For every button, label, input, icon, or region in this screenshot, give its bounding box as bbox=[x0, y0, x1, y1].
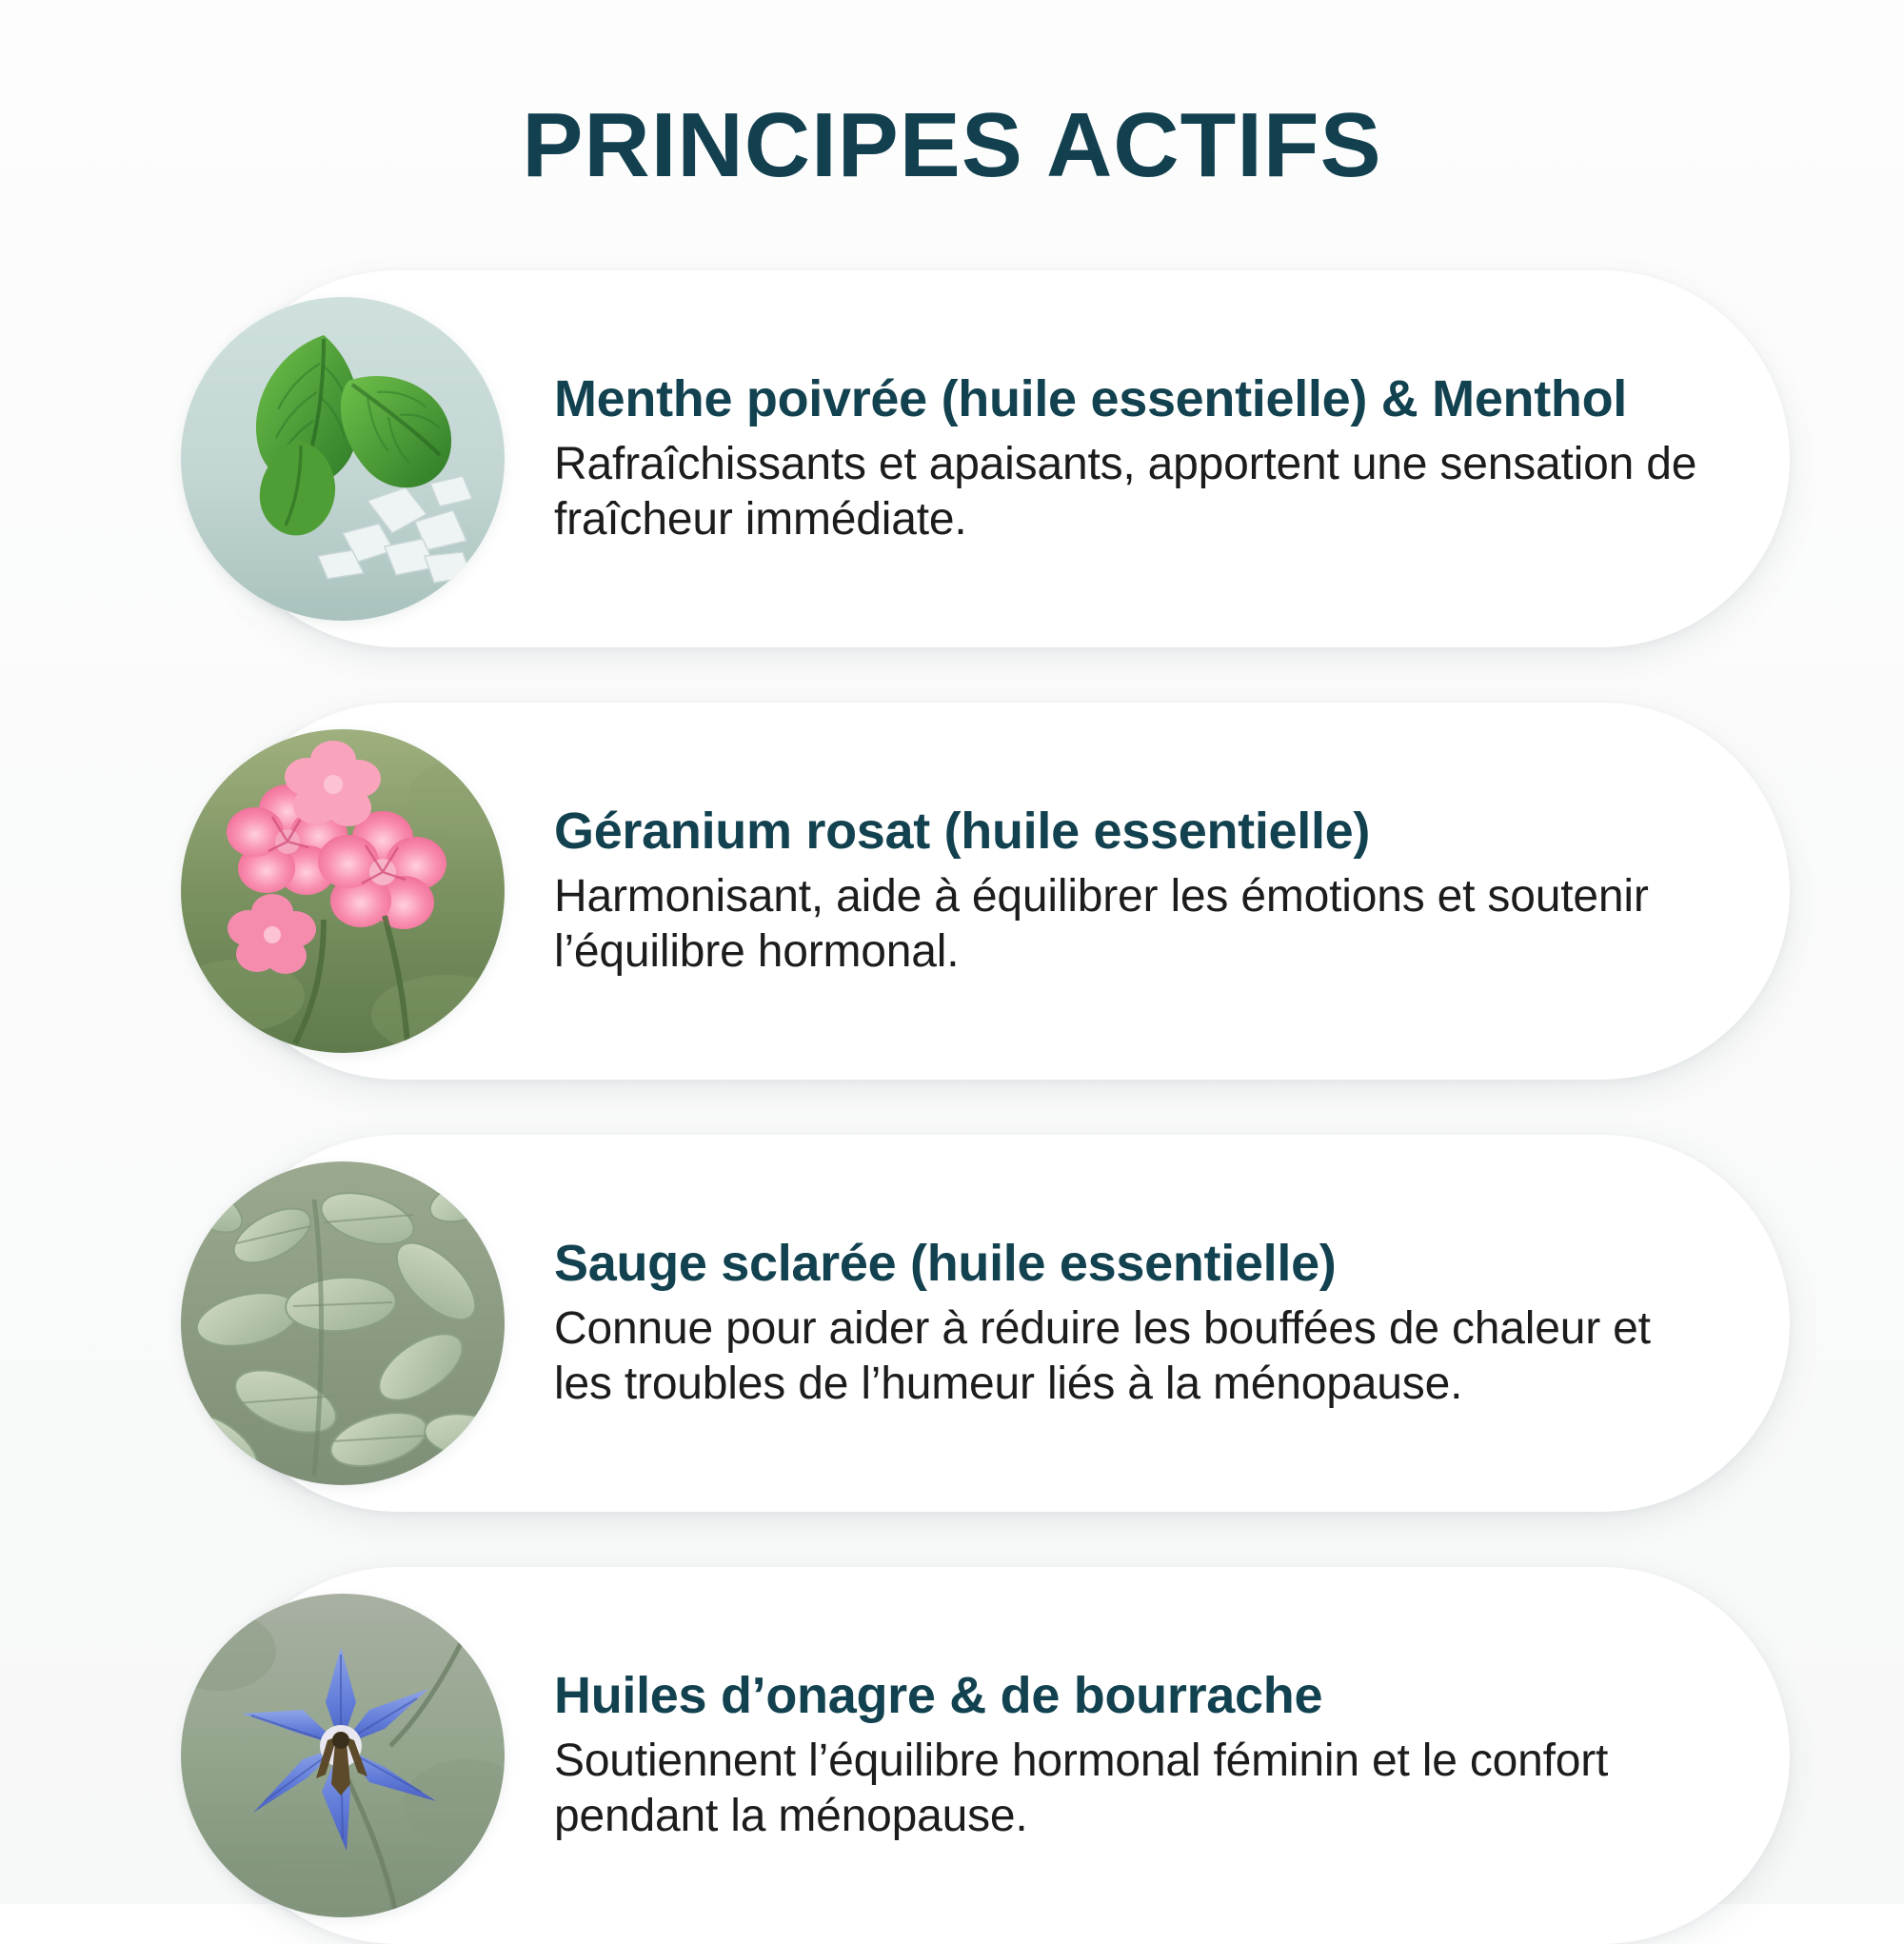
page-title: PRINCIPES ACTIFS bbox=[522, 94, 1382, 196]
card-body bbox=[554, 803, 1733, 980]
card-description: Connue pour aider à réduire les bouffées de chaleur et les troubles de l’humeur liés à la ménopause. bbox=[554, 1303, 1651, 1409]
ingredient-card-list bbox=[0, 270, 1904, 1944]
ingredient-card bbox=[209, 270, 1790, 647]
rose-geranium-flower-photo bbox=[181, 729, 505, 1053]
borage-flower-photo bbox=[181, 1594, 505, 1917]
card-title: Huiles d’onagre & de bourrache bbox=[554, 1666, 1323, 1724]
ingredient-card bbox=[209, 1567, 1790, 1944]
card-description: Harmonisant, aide à équilibrer les émotions et soutenir l’équilibre hormonal. bbox=[554, 871, 1649, 977]
card-title: Géranium rosat (huile essentielle) bbox=[554, 802, 1371, 860]
ingredient-card bbox=[209, 703, 1790, 1080]
card-description: Soutiennent l’équilibre hormonal féminin et le confort pendant la ménopause. bbox=[554, 1736, 1609, 1841]
card-body bbox=[554, 1235, 1733, 1412]
card-body bbox=[554, 370, 1733, 547]
card-description: Rafraîchissants et apaisants, apportent une sensation de fraîcheur immédiate. bbox=[554, 439, 1697, 545]
card-title: Sauge sclarée (huile essentielle) bbox=[554, 1234, 1337, 1292]
ingredient-card bbox=[209, 1135, 1790, 1512]
card-title: Menthe poivrée (huile essentielle) & Menthol bbox=[554, 369, 1627, 427]
card-body bbox=[554, 1667, 1733, 1844]
clary-sage-leaves-photo bbox=[181, 1161, 505, 1485]
peppermint-menthol-photo bbox=[181, 297, 505, 621]
